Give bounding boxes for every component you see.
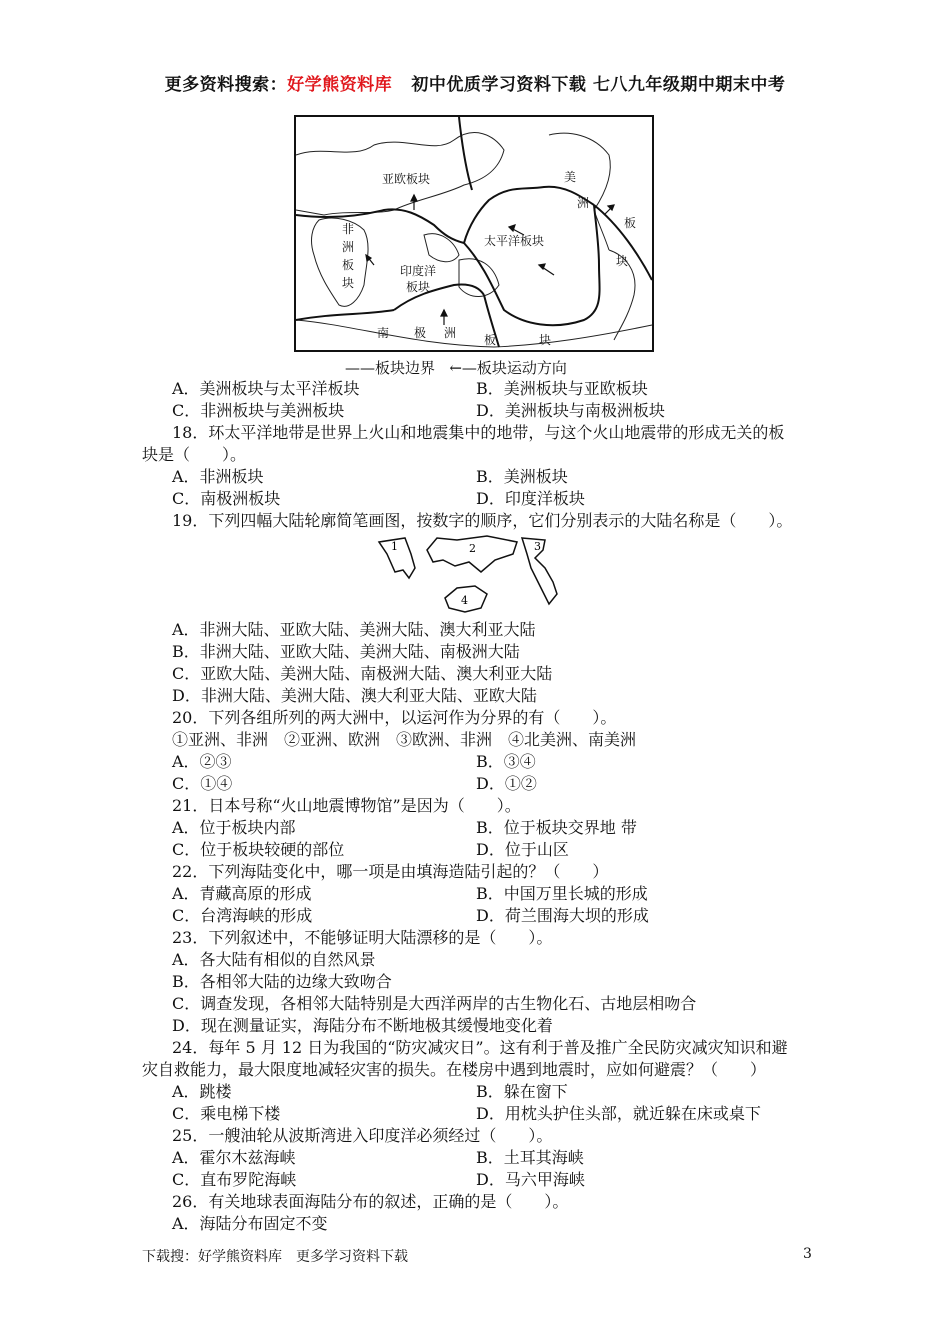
q25-option-b: B．土耳其海峡 bbox=[476, 1148, 584, 1167]
label-america-2: 洲 bbox=[577, 196, 590, 210]
q25-stem: 25．一艘油轮从波斯湾进入印度洋必须经过（ ）。 bbox=[172, 1126, 553, 1145]
label-america-3: 板 bbox=[624, 216, 637, 230]
legend-line-icon: —— bbox=[345, 359, 375, 377]
q23-stem: 23．下列叙述中，不能够证明大陆漂移的是（ ）。 bbox=[172, 928, 553, 947]
q25-option-d: D．马六甲海峡 bbox=[476, 1170, 585, 1189]
sketch-num-3: 3 bbox=[534, 540, 541, 553]
q21-stem: 21．日本号称“火山地震博物馆”是因为（ ）。 bbox=[172, 796, 521, 815]
q21-option-d: D．位于山区 bbox=[476, 840, 569, 859]
q18-stem-2: 块是（ ）。 bbox=[142, 445, 247, 464]
label-america-1: 美 bbox=[564, 170, 577, 184]
q17-option-a: A．美洲板块与太平洋板块 bbox=[172, 379, 360, 398]
q19-option-d: D．非洲大陆、美洲大陆、澳大利亚大陆、亚欧大陆 bbox=[172, 686, 537, 705]
label-africa-1: 非 bbox=[342, 222, 355, 236]
map-legend bbox=[345, 357, 567, 378]
q20-option-a: A．②③ bbox=[172, 752, 232, 771]
q22-option-c: C．台湾海峡的形成 bbox=[172, 906, 313, 925]
label-antarctic-3: 洲 bbox=[444, 326, 457, 340]
q24-option-c: C．乘电梯下楼 bbox=[172, 1104, 281, 1123]
page-header bbox=[0, 70, 950, 95]
q19-option-c: C．亚欧大陆、美洲大陆、南极洲大陆、澳大利亚大陆 bbox=[172, 664, 553, 683]
q24-stem-2: 灾自救能力，最大限度地减轻灾害的损失。在楼房中遇到地震时，应如何避震？（ ） bbox=[142, 1060, 767, 1079]
q21-option-a: A．位于板块内部 bbox=[172, 818, 296, 837]
label-antarctic-1: 南 bbox=[377, 326, 390, 340]
label-africa-4: 块 bbox=[342, 276, 355, 290]
q23-option-c: C．调查发现，各相邻大陆特别是大西洋两岸的古生物化石、古地层相吻合 bbox=[172, 994, 697, 1013]
q23-option-b: B．各相邻大陆的边缘大致吻合 bbox=[172, 972, 392, 991]
q25-option-a: A．霍尔木兹海峡 bbox=[172, 1148, 296, 1167]
label-indian-1: 印度洋 bbox=[400, 264, 437, 278]
q23-option-a: A．各大陆有相似的自然风景 bbox=[172, 950, 376, 969]
q24-stem-1: 24．每年 5 月 12 日为我国的“防灾减灾日”。这有利于普及推广全民防灾减灾知识和避 bbox=[172, 1038, 788, 1057]
sketch-num-1: 1 bbox=[391, 540, 398, 553]
q22-option-d: D．荷兰围海大坝的形成 bbox=[476, 906, 649, 925]
q22-option-b: B．中国万里长城的形成 bbox=[476, 884, 648, 903]
q18-stem-1: 18．环太平洋地带是世界上火山和地震集中的地带，与这个火山地震带的形成无关的板 bbox=[172, 423, 785, 442]
label-africa-2: 洲 bbox=[342, 240, 355, 254]
q24-option-d: D．用枕头护住头部，就近躲在床或桌下 bbox=[476, 1104, 761, 1123]
sketch-num-4: 4 bbox=[461, 594, 468, 607]
q18-option-b: B．美洲板块 bbox=[476, 467, 568, 486]
q20-choices: ①亚洲、非洲 ②亚洲、欧洲 ③欧洲、非洲 ④北美洲、南美洲 bbox=[172, 730, 637, 749]
q17-option-c: C．非洲板块与美洲板块 bbox=[172, 401, 345, 420]
q26-option-a: A．海陆分布固定不变 bbox=[172, 1214, 328, 1233]
q24-option-b: B．躲在窗下 bbox=[476, 1082, 568, 1101]
label-antarctic-4: 板 bbox=[484, 333, 497, 347]
q21-option-b: B．位于板块交界地 带 bbox=[476, 818, 637, 837]
q21-option-c: C．位于板块较硬的部位 bbox=[172, 840, 345, 859]
q20-option-d: D．①② bbox=[476, 774, 537, 793]
q18-option-c: C．南极洲板块 bbox=[172, 489, 281, 508]
q19-stem: 19．下列四幅大陆轮廓简笔画图，按数字的顺序，它们分别表示的大陆名称是（ ）。 bbox=[172, 511, 793, 530]
label-pacific: 太平洋板块 bbox=[484, 234, 545, 248]
continent-sketches bbox=[377, 532, 577, 614]
q18-option-a: A．非洲板块 bbox=[172, 467, 264, 486]
q25-option-c: C．直布罗陀海峡 bbox=[172, 1170, 297, 1189]
q20-stem: 20．下列各组所列的两大洲中，以运河作为分界的有（ ）。 bbox=[172, 708, 617, 727]
label-africa-3: 板 bbox=[342, 258, 355, 272]
label-indian-2: 板块 bbox=[406, 280, 431, 294]
sketch-num-2: 2 bbox=[469, 542, 476, 555]
page-footer: 下载搜：好学熊资料库 更多学习资料下载 bbox=[142, 1249, 408, 1265]
q24-option-a: A．跳楼 bbox=[172, 1082, 232, 1101]
q22-option-a: A．青藏高原的形成 bbox=[172, 884, 312, 903]
page-number: 3 bbox=[803, 1246, 812, 1262]
label-america-4: 块 bbox=[616, 254, 629, 268]
q20-option-c: C．①④ bbox=[172, 774, 233, 793]
q19-option-a: A．非洲大陆、亚欧大陆、美洲大陆、澳大利亚大陆 bbox=[172, 620, 536, 639]
legend-direction: 板块运动方向 bbox=[476, 359, 567, 377]
header-brand[interactable]: 好学熊资料库 bbox=[287, 75, 393, 95]
legend-arrow-icon: ←— bbox=[449, 359, 477, 377]
q19-option-b: B．非洲大陆、亚欧大陆、美洲大陆、南极洲大陆 bbox=[172, 642, 520, 661]
label-eurasia: 亚欧板块 bbox=[382, 172, 431, 186]
q23-option-d: D．现在测量证实，海陆分布不断地极其缓慢地变化着 bbox=[172, 1016, 553, 1035]
header-label: 更多资料搜索： bbox=[164, 75, 288, 95]
legend-boundary: 板块边界 bbox=[375, 359, 436, 377]
plate-map bbox=[294, 115, 654, 352]
label-antarctic-5: 块 bbox=[539, 333, 552, 347]
q17-option-d: D．美洲板块与南极洲板块 bbox=[476, 401, 665, 420]
q22-stem: 22．下列海陆变化中，哪一项是由填海造陆引起的？（ ） bbox=[172, 862, 609, 881]
q18-option-d: D．印度洋板块 bbox=[476, 489, 585, 508]
q20-option-b: B．③④ bbox=[476, 752, 536, 771]
q26-stem: 26．有关地球表面海陆分布的叙述，正确的是（ ）。 bbox=[172, 1192, 569, 1211]
header-rest: 初中优质学习资料下载 七八九年级期中期末中考 bbox=[411, 75, 786, 95]
label-antarctic-2: 极 bbox=[414, 326, 427, 340]
q17-option-b: B．美洲板块与亚欧板块 bbox=[476, 379, 648, 398]
